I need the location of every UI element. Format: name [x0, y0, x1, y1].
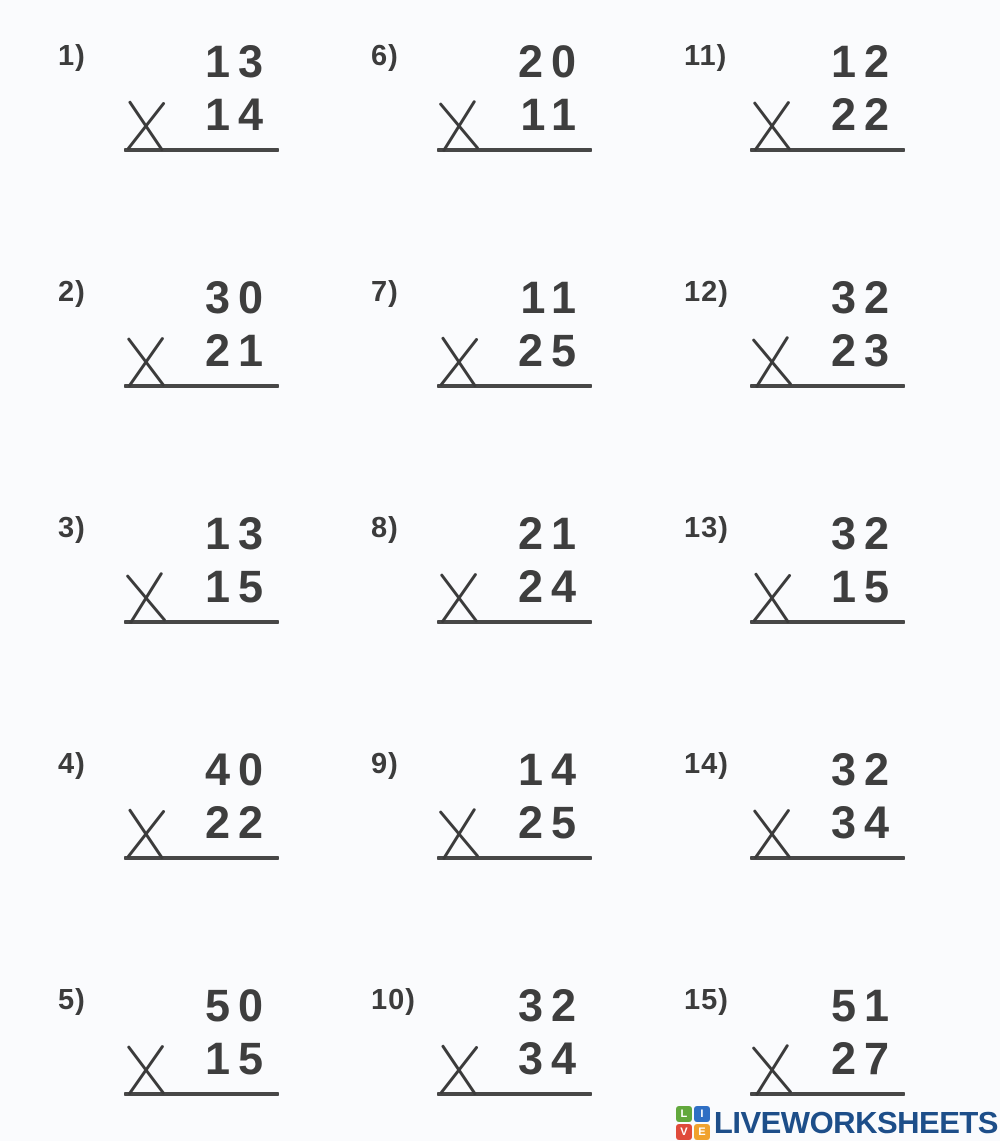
multiplication-stack [437, 510, 592, 624]
problem-number: 5) [58, 984, 86, 1016]
problem-number: 15) [684, 984, 729, 1016]
multiplication-stack [437, 38, 592, 152]
multiplier: 21 [204, 325, 271, 377]
multiplier: 23 [830, 325, 897, 377]
problem-number: 11) [684, 40, 728, 72]
problem-number: 10) [371, 984, 416, 1016]
multiplicand: 13 [204, 36, 271, 87]
multiplier: 15 [830, 561, 897, 613]
multiplication-stack [750, 982, 905, 1096]
problem-9 [371, 742, 684, 978]
multiply-x-icon [123, 806, 170, 858]
problem-1 [58, 34, 371, 270]
multiplier: 24 [517, 561, 584, 613]
problem-8 [371, 506, 684, 742]
problem-4 [58, 742, 371, 978]
problem-2 [58, 270, 371, 506]
multiplier: 15 [204, 561, 271, 613]
problem-number: 1) [58, 40, 86, 72]
problem-number: 8) [371, 512, 399, 544]
multiplication-stack [124, 274, 279, 388]
multiplier: 27 [830, 1033, 897, 1085]
multiply-x-icon [750, 100, 794, 150]
problem-number: 6) [371, 40, 399, 72]
multiplier: 25 [517, 797, 584, 849]
multiplication-stack [437, 982, 592, 1096]
multiplier: 14 [204, 89, 271, 141]
liveworksheets-logo-icon [676, 1106, 710, 1140]
problem-7 [371, 270, 684, 506]
problem-number: 13) [684, 512, 729, 544]
problem-number: 14) [684, 748, 729, 780]
multiply-x-icon [749, 1042, 796, 1094]
logo-square-i: I [694, 1106, 710, 1122]
multiplicand: 30 [204, 272, 271, 323]
logo-square-l: L [676, 1106, 692, 1122]
problem-10 [371, 978, 684, 1141]
multiply-x-icon [750, 808, 794, 858]
multiplication-stack [124, 38, 279, 152]
problem-number: 3) [58, 512, 86, 544]
multiply-x-icon [436, 334, 483, 386]
multiply-x-icon [749, 570, 796, 622]
problem-13 [684, 506, 997, 742]
multiplicand: 32 [517, 980, 584, 1031]
multiplier: 22 [204, 797, 271, 849]
multiply-x-icon [123, 98, 170, 150]
multiply-x-icon [124, 1044, 168, 1094]
multiply-x-icon [749, 334, 796, 386]
multiplicand: 32 [830, 508, 897, 559]
multiplication-stack [124, 982, 279, 1096]
multiplicand: 13 [204, 508, 271, 559]
multiplication-stack [437, 274, 592, 388]
problem-number: 4) [58, 748, 86, 780]
multiplier: 34 [830, 797, 897, 849]
problem-3 [58, 506, 371, 742]
multiplication-stack [750, 746, 905, 860]
problem-6 [371, 34, 684, 270]
multiplier: 22 [830, 89, 897, 141]
multiplicand: 40 [204, 744, 271, 795]
problem-5 [58, 978, 371, 1141]
multiply-x-icon [436, 806, 483, 858]
multiply-x-icon [124, 336, 168, 386]
multiplicand: 20 [517, 36, 584, 87]
multiplication-stack [124, 746, 279, 860]
multiplicand: 32 [830, 744, 897, 795]
multiplication-stack [750, 510, 905, 624]
multiply-x-icon [437, 572, 481, 622]
multiplication-stack [750, 274, 905, 388]
problem-number: 12) [684, 276, 729, 308]
multiplication-stack [124, 510, 279, 624]
multiply-x-icon [436, 1042, 483, 1094]
multiplicand: 21 [517, 508, 584, 559]
multiplier: 11 [520, 89, 584, 141]
multiplicand: 14 [517, 744, 584, 795]
multiplier: 15 [204, 1033, 271, 1085]
multiply-x-icon [123, 570, 170, 622]
problem-14 [684, 742, 997, 978]
logo-square-e: E [694, 1124, 710, 1140]
logo-square-v: V [676, 1124, 692, 1140]
problem-number: 7) [371, 276, 399, 308]
problem-number: 2) [58, 276, 86, 308]
multiplicand: 51 [830, 980, 897, 1031]
multiplier: 25 [517, 325, 584, 377]
multiplicand: 12 [830, 36, 897, 87]
problem-11 [684, 34, 997, 270]
problem-12 [684, 270, 997, 506]
problem-number: 9) [371, 748, 399, 780]
multiplicand: 50 [204, 980, 271, 1031]
multiplicand: 32 [830, 272, 897, 323]
liveworksheets-logo[interactable] [676, 1105, 998, 1141]
liveworksheets-brand-text: LIVEWORKSHEETS [713, 1105, 998, 1140]
multiplicand: 11 [520, 272, 584, 323]
multiplication-stack [750, 38, 905, 152]
multiplier: 34 [517, 1033, 584, 1085]
multiplication-stack [437, 746, 592, 860]
multiply-x-icon [436, 98, 483, 150]
